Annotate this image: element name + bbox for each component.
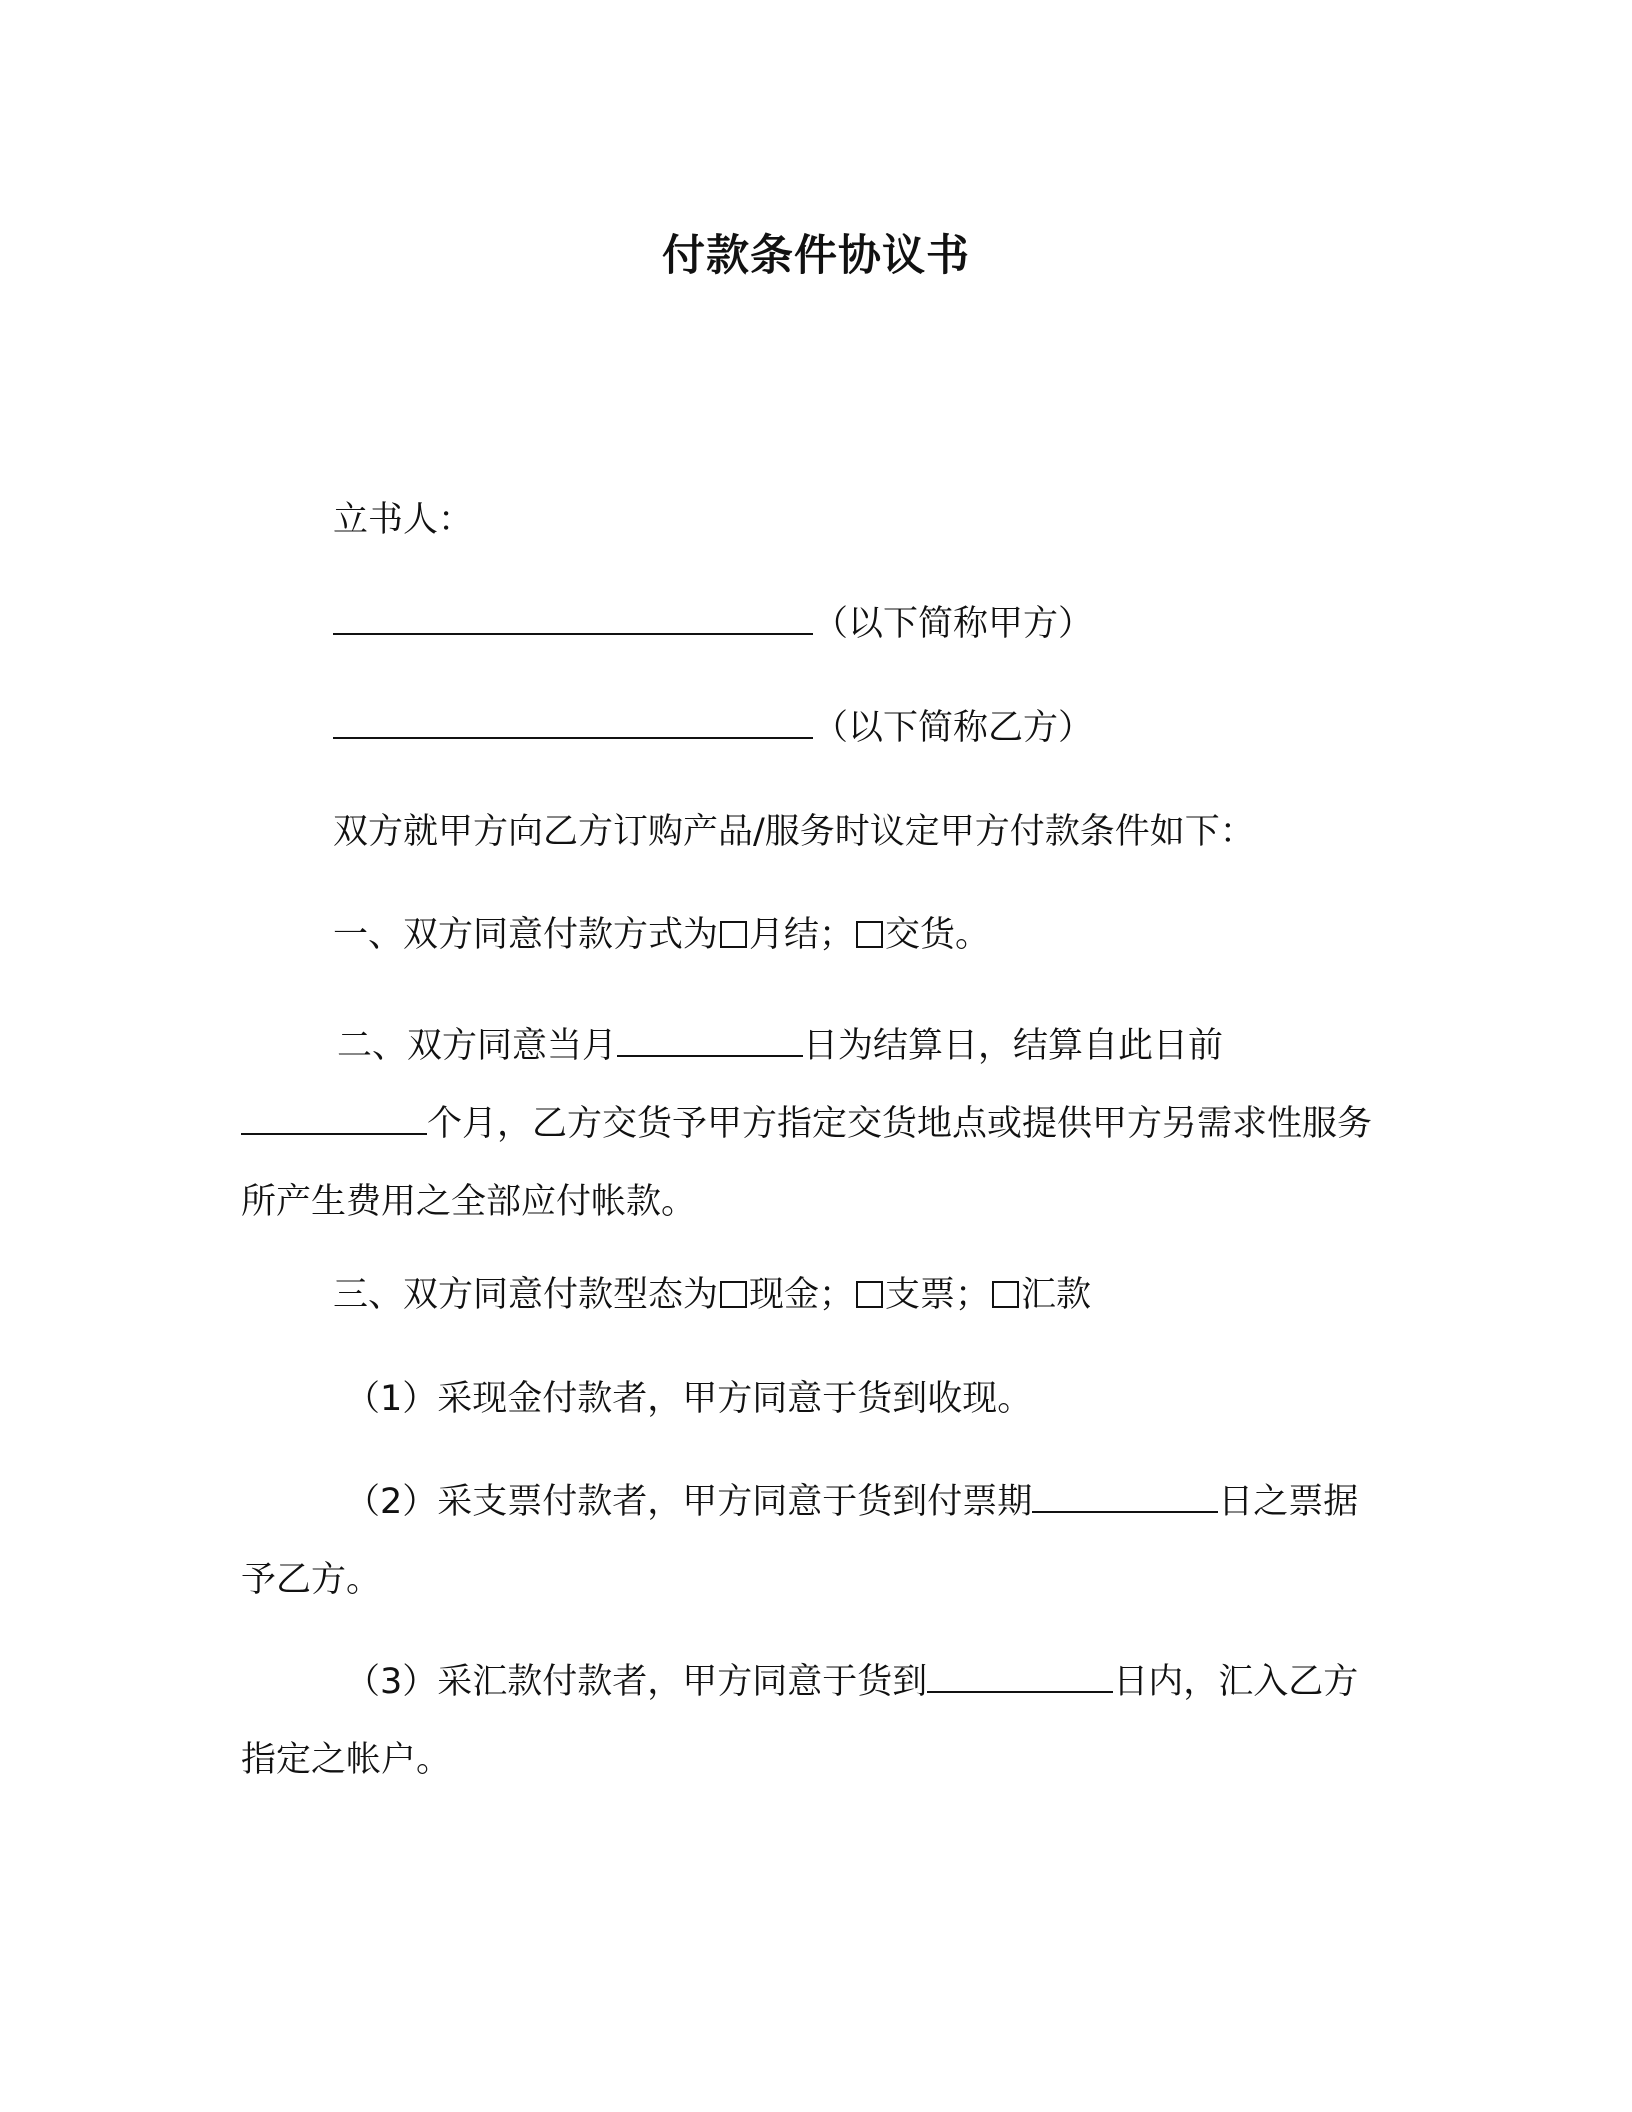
check-term-blank[interactable] (1032, 1481, 1218, 1513)
months-blank[interactable] (241, 1103, 427, 1135)
party-a-blank[interactable] (333, 603, 813, 635)
intro-text: 双方就甲方向乙方订购产品/服务时议定甲方付款条件如下： (333, 812, 1255, 852)
clause-2-prefix: 二、双方同意当月 (337, 1026, 618, 1066)
clause-2 (241, 1007, 1373, 1241)
sub-clause-3-suffix: 日内，汇入乙方指定之帐户。 (241, 1662, 1359, 1780)
clause-1 (333, 911, 990, 959)
checkbox-check[interactable] (856, 1281, 883, 1308)
clause-3-option-1: 现金； (749, 1275, 855, 1315)
checkbox-monthly[interactable] (720, 921, 747, 948)
clause-1-option-2: 交货。 (885, 915, 991, 955)
sub-clause-2-suffix: 日之票据予乙方。 (241, 1482, 1359, 1600)
sub-clause-2-prefix: （2）采支票付款者，甲方同意于货到付票期 (345, 1482, 1033, 1522)
clause-2-rest: 个月，乙方交货予甲方指定交货地点或提供甲方另需求性服务所产生费用之全部应付帐款。 (241, 1104, 1373, 1222)
clause-3 (333, 1271, 1091, 1319)
party-a-suffix: （以下简称甲方） (813, 604, 1094, 644)
clause-3-option-2: 支票； (885, 1275, 991, 1315)
clause-3-option-3: 汇款 (1021, 1275, 1092, 1315)
party-a-line (333, 600, 1093, 648)
sub-clause-3-prefix: （3）采汇款付款者，甲方同意于货到 (345, 1662, 928, 1702)
party-b-blank[interactable] (333, 707, 813, 739)
settlement-day-blank[interactable] (617, 1025, 803, 1057)
party-b-line (333, 704, 1093, 752)
clause-1-prefix: 一、双方同意付款方式为 (333, 915, 719, 955)
remittance-days-blank[interactable] (927, 1661, 1113, 1693)
checkbox-delivery[interactable] (856, 921, 883, 948)
document-title: 付款条件协议书 (662, 231, 970, 281)
checkbox-cash[interactable] (720, 1281, 747, 1308)
checkbox-remittance[interactable] (992, 1281, 1019, 1308)
clause-3-prefix: 三、双方同意付款型态为 (333, 1275, 719, 1315)
party-b-suffix: （以下简称乙方） (813, 708, 1094, 748)
sub-clause-2 (241, 1463, 1373, 1619)
sub-clause-1: （1）采现金付款者，甲方同意于货到收现。 (345, 1379, 1033, 1419)
sub-clause-3 (241, 1643, 1373, 1799)
signatory-label: 立书人： (333, 500, 474, 540)
clause-1-option-1: 月结； (749, 915, 855, 955)
clause-2-mid: 日为结算日，结算自此日前 (803, 1026, 1224, 1066)
